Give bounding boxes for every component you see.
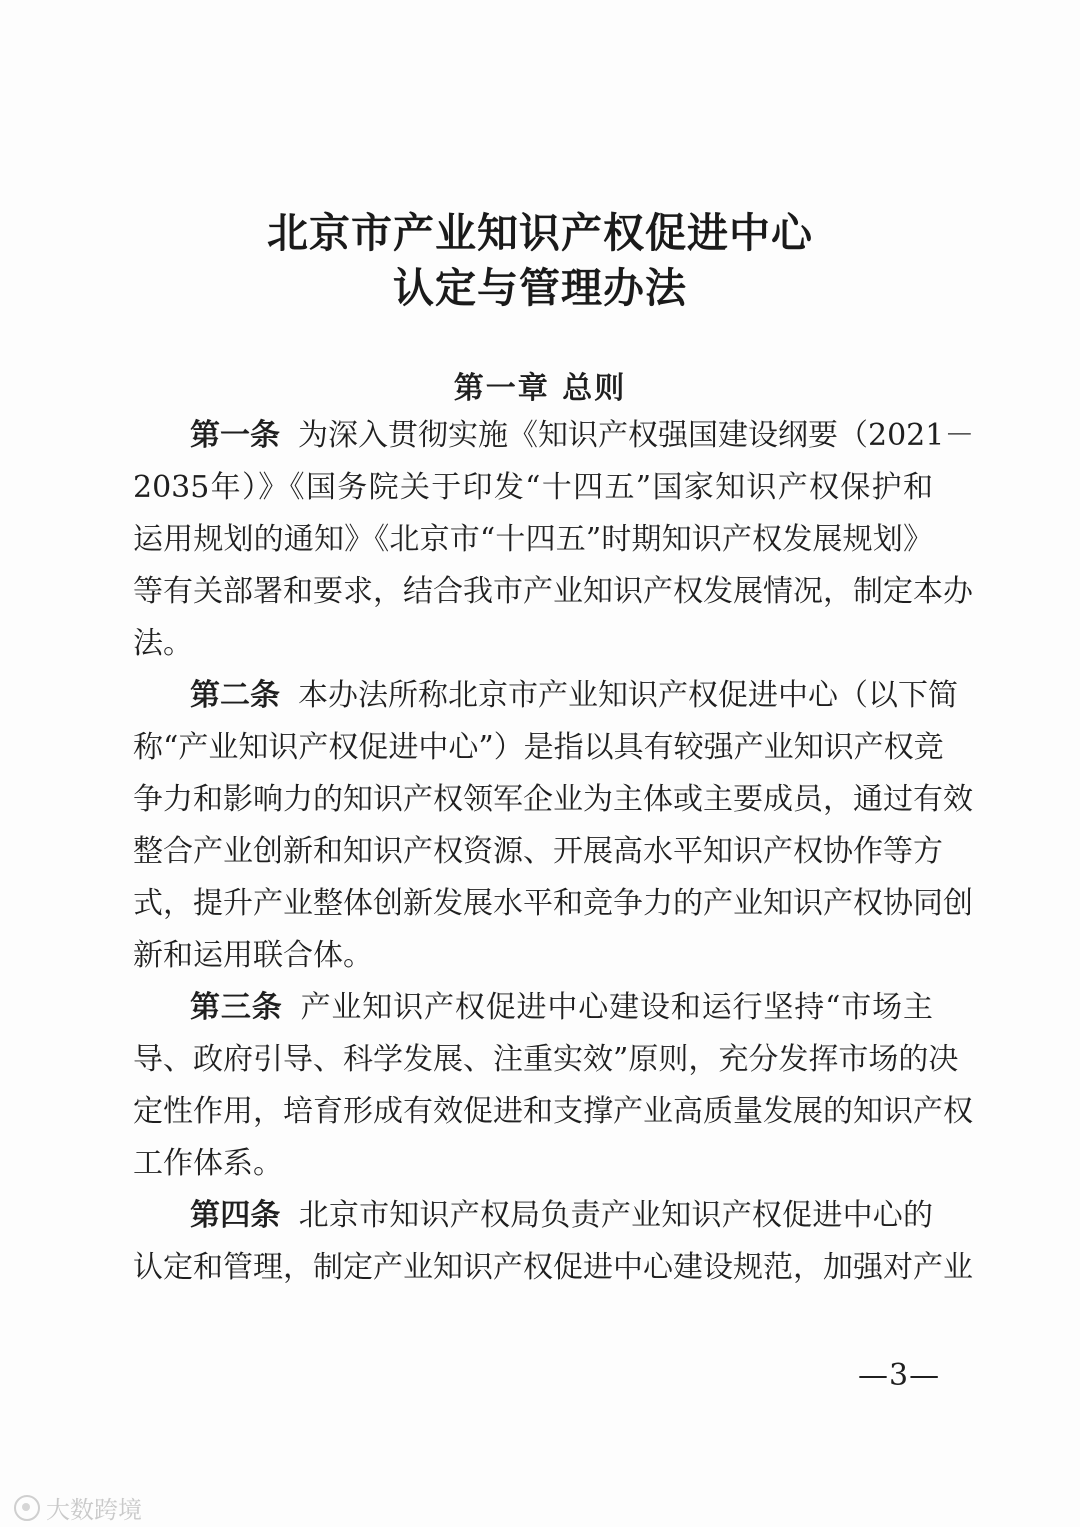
watermark (14, 1490, 142, 1525)
article-1-line-2: 2035年）》《国务院关于印发“十四五”国家知识产权保护和 (133, 470, 933, 505)
article-2-line-4: 整合产业创新和知识产权资源、开展高水平知识产权协作等方 (133, 834, 943, 869)
article-2-label: 第二条 (190, 678, 280, 713)
article-2-line-2: 称“产业知识产权促进中心”）是指以具有较强产业知识产权竞 (133, 730, 944, 765)
article-2-line-3: 争力和影响力的知识产权领军企业为主体或主要成员，通过有效 (133, 782, 973, 817)
article-1-line-5: 法。 (133, 626, 193, 661)
watermark-text: 大数跨境 (46, 1496, 142, 1524)
document-title-line-2: 认定与管理办法 (393, 264, 687, 312)
article-3-line-3: 定性作用，培育形成有效促进和支撑产业高质量发展的知识产权 (133, 1094, 973, 1129)
chapter-heading: 第一章 总则 (453, 371, 627, 406)
article-4-line-2: 认定和管理，制定产业知识产权促进中心建设规范，加强对产业 (133, 1250, 973, 1285)
article-4-label: 第四条 (190, 1198, 281, 1233)
article-3-label: 第三条 (190, 990, 283, 1025)
brand-logo-icon (14, 1495, 40, 1521)
article-2-line-1: 第二条 本办法所称北京市产业知识产权促进中心（以下简 (190, 678, 958, 713)
article-3-line-2: 导、政府引导、科学发展、注重实效”原则，充分发挥市场的决 (133, 1042, 959, 1077)
article-1-line-3: 运用规划的通知》《北京市“十四五”时期知识产权发展规划》 (133, 522, 933, 557)
article-3-line-4: 工作体系。 (133, 1146, 283, 1181)
article-1-label: 第一条 (190, 418, 280, 453)
article-1-line-4: 等有关部署和要求，结合我市产业知识产权发展情况，制定本办 (133, 574, 973, 609)
article-2-line-6: 新和运用联合体。 (133, 938, 373, 973)
article-4-line-1: 第四条 北京市知识产权局负责产业知识产权促进中心的 (190, 1198, 934, 1233)
article-3-line-1: 第三条 产业知识产权促进中心建设和运行坚持“市场主 (190, 990, 934, 1025)
article-2-line-5: 式，提升产业整体创新发展水平和竞争力的产业知识产权协同创 (133, 886, 973, 921)
article-1-line-1: 第一条 为深入贯彻实施《知识产权强国建设纲要（2021－ (190, 418, 975, 453)
page-number: —3— (858, 1358, 941, 1393)
document-title-line-1: 北京市产业知识产权促进中心 (267, 209, 813, 257)
